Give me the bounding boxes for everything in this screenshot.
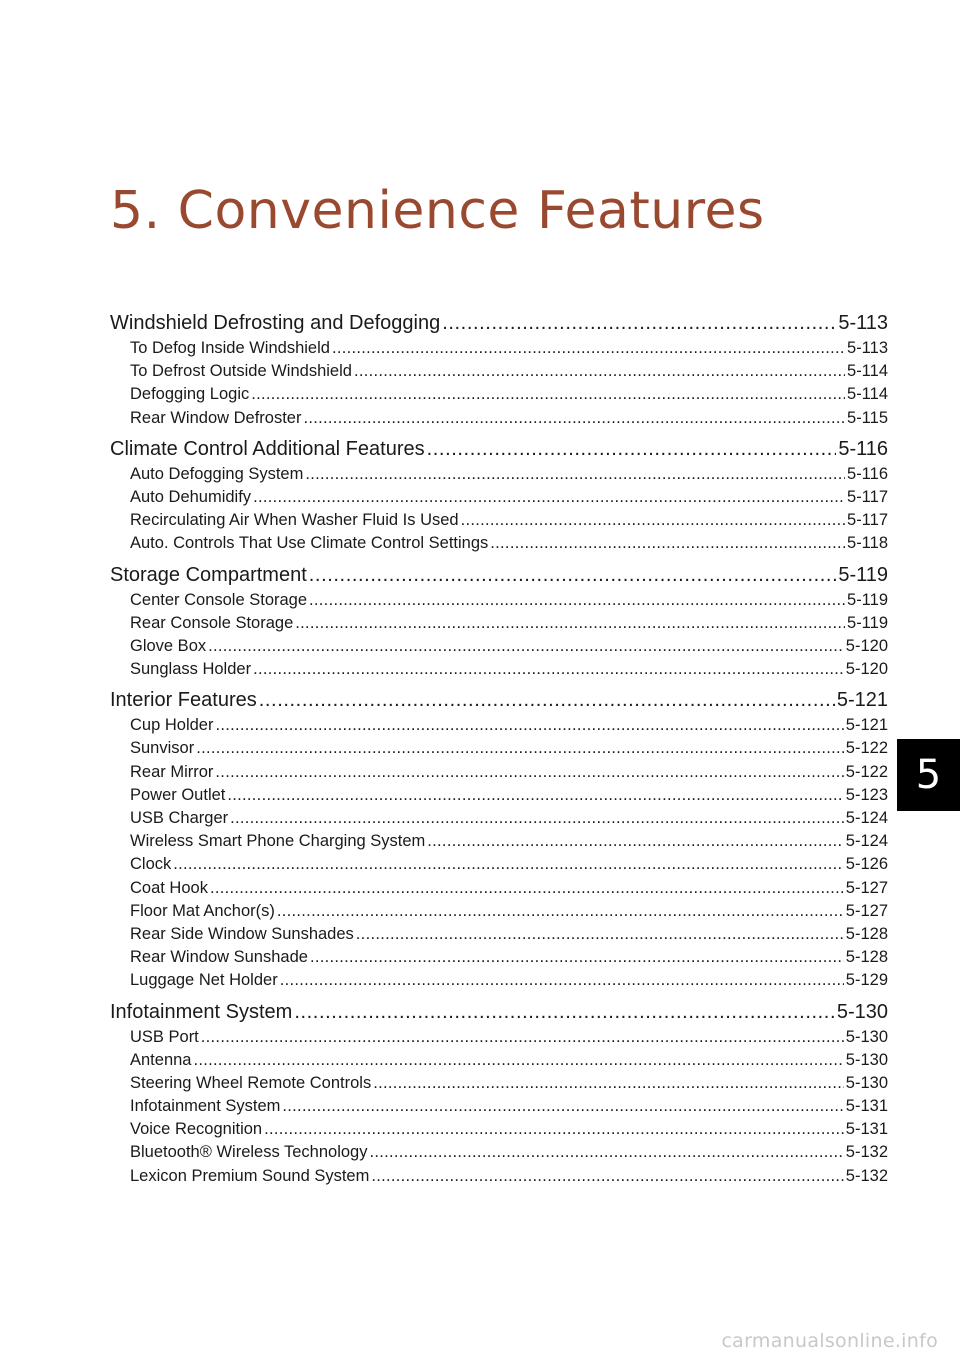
toc-entry-page: 5-128 xyxy=(845,924,888,943)
toc-entry-label: Coat Hook xyxy=(130,878,208,897)
watermark-text: carmanualsonline.info xyxy=(721,1330,938,1352)
dot-leader xyxy=(356,923,844,946)
toc-entry-page: 5-123 xyxy=(845,785,888,804)
toc-entry-label: Steering Wheel Remote Controls xyxy=(130,1073,372,1092)
toc-entry-page: 5-117 xyxy=(847,511,888,530)
dot-leader xyxy=(208,635,844,658)
toc-entry-page: 5-119 xyxy=(838,563,888,586)
toc-entry-page: 5-124 xyxy=(845,832,888,851)
dot-leader xyxy=(282,1095,843,1118)
toc-entry-page: 5-130 xyxy=(836,1000,888,1023)
toc-entry-label: Center Console Storage xyxy=(130,590,308,609)
toc-section xyxy=(110,562,888,682)
toc-entry-page: 5-131 xyxy=(845,1120,888,1139)
toc-subsection-entry[interactable] xyxy=(110,784,888,807)
toc-subsection-entry[interactable] xyxy=(110,1049,888,1072)
toc-section-entry[interactable] xyxy=(110,310,888,337)
toc-subsection-entry[interactable] xyxy=(110,612,888,635)
toc-entry-page: 5-127 xyxy=(845,901,888,920)
toc-entry-label: Rear Side Window Sunshades xyxy=(130,924,354,943)
toc-entry-label: To Defrost Outside Windshield xyxy=(130,362,352,381)
dot-leader xyxy=(227,784,843,807)
dot-leader xyxy=(215,714,843,737)
toc-entry-label: Interior Features xyxy=(110,689,257,712)
dot-leader xyxy=(253,486,845,509)
toc-entry-page: 5-130 xyxy=(845,1073,888,1092)
toc-entry-label: Bluetooth® Wireless Technology xyxy=(130,1143,368,1162)
toc-subsection-entry[interactable] xyxy=(110,946,888,969)
toc-entry-label: To Defog Inside Windshield xyxy=(130,339,330,357)
toc-subsection-entry[interactable] xyxy=(110,969,888,992)
toc-entry-page: 5-118 xyxy=(847,534,888,553)
toc-entry-page: 5-113 xyxy=(838,312,888,334)
toc-subsection-entry[interactable] xyxy=(110,337,888,360)
toc-entry-page: 5-130 xyxy=(845,1027,888,1046)
toc-entry-label: Auto Dehumidify xyxy=(130,487,252,506)
toc-entry-page: 5-129 xyxy=(845,971,888,990)
toc-subsection-entry[interactable] xyxy=(110,1026,888,1049)
toc-entry-label: Rear Console Storage xyxy=(130,613,294,632)
toc-subsection-entry[interactable] xyxy=(110,509,888,532)
toc-entry-label: Antenna xyxy=(130,1050,192,1069)
toc-subsection-entry[interactable] xyxy=(110,853,888,876)
dot-leader xyxy=(210,877,844,900)
dot-leader xyxy=(427,830,844,853)
toc-entry-page: 5-124 xyxy=(845,809,888,827)
toc-subsection-entry[interactable] xyxy=(110,737,888,760)
toc-subsection-entry[interactable] xyxy=(110,761,888,784)
toc-entry-page: 5-120 xyxy=(845,660,888,679)
toc-entry-page: 5-132 xyxy=(845,1143,888,1162)
toc-entry-page: 5-117 xyxy=(847,487,888,506)
toc-subsection-entry[interactable] xyxy=(110,877,888,900)
toc-subsection-entry[interactable] xyxy=(110,463,888,486)
toc-entry-page: 5-113 xyxy=(847,339,888,357)
toc-section-entry[interactable] xyxy=(110,687,888,714)
toc-entry-page: 5-130 xyxy=(845,1050,888,1069)
toc-entry-label: Rear Window Defroster xyxy=(130,408,302,427)
toc-entry-page: 5-114 xyxy=(847,385,888,404)
toc-entry-label: Recirculating Air When Washer Fluid Is Used xyxy=(130,511,459,530)
toc-subsection-entry[interactable] xyxy=(110,1165,888,1188)
dot-leader xyxy=(442,310,836,337)
toc-entry-label: Rear Window Sunshade xyxy=(130,948,308,967)
toc-subsection-entry[interactable] xyxy=(110,532,888,555)
table-of-contents xyxy=(110,310,888,1188)
dot-leader xyxy=(280,969,844,992)
toc-entry-page: 5-127 xyxy=(845,878,888,897)
toc-entry-label: Lexicon Premium Sound System xyxy=(130,1166,370,1185)
toc-entry-page: 5-115 xyxy=(847,408,888,427)
toc-entry-label: Luggage Net Holder xyxy=(130,971,278,990)
toc-entry-label: Power Outlet xyxy=(130,785,226,804)
toc-subsection-entry[interactable] xyxy=(110,486,888,509)
toc-subsection-entry[interactable] xyxy=(110,1141,888,1164)
toc-subsection-entry[interactable] xyxy=(110,635,888,658)
toc-entry-page: 5-121 xyxy=(845,716,888,735)
dot-leader xyxy=(196,737,844,760)
dot-leader xyxy=(264,1118,844,1141)
dot-leader xyxy=(310,946,844,969)
toc-entry-page: 5-126 xyxy=(845,855,888,874)
toc-subsection-entry[interactable] xyxy=(110,1072,888,1095)
toc-entry-label: Voice Recognition xyxy=(130,1120,263,1139)
toc-subsection-entry[interactable] xyxy=(110,383,888,406)
toc-entry-page: 5-122 xyxy=(845,739,888,758)
toc-entry-page: 5-121 xyxy=(836,689,888,712)
toc-entry-page: 5-119 xyxy=(847,613,888,632)
toc-subsection-entry[interactable] xyxy=(110,407,888,430)
toc-entry-page: 5-114 xyxy=(847,362,888,381)
dot-leader xyxy=(369,1141,843,1164)
dot-leader xyxy=(253,658,844,681)
toc-section-entry[interactable] xyxy=(110,562,888,589)
dot-leader xyxy=(193,1049,843,1072)
toc-entry-label: USB Charger xyxy=(130,809,229,827)
toc-entry-label: Sunglass Holder xyxy=(130,660,252,679)
toc-section-entry[interactable] xyxy=(110,436,888,463)
toc-section-entry[interactable] xyxy=(110,999,888,1026)
dot-leader xyxy=(427,436,837,463)
dot-leader xyxy=(259,687,835,714)
toc-entry-label: USB Port xyxy=(130,1027,199,1046)
toc-entry-label: Rear Mirror xyxy=(130,762,214,781)
chapter-tab[interactable]: 5 xyxy=(897,739,960,811)
toc-subsection-entry[interactable] xyxy=(110,589,888,612)
toc-entry-label: Defogging Logic xyxy=(130,385,250,404)
toc-subsection-entry[interactable] xyxy=(110,807,888,830)
dot-leader xyxy=(173,853,844,876)
dot-leader xyxy=(201,1026,844,1049)
toc-subsection-entry[interactable] xyxy=(110,1095,888,1118)
toc-entry-label: Windshield Defrosting and Defogging xyxy=(110,312,441,334)
dot-leader xyxy=(294,999,835,1026)
dot-leader xyxy=(295,612,845,635)
toc-entry-page: 5-116 xyxy=(847,464,888,483)
dot-leader xyxy=(371,1165,843,1188)
toc-entry-page: 5-132 xyxy=(845,1166,888,1185)
toc-entry-page: 5-128 xyxy=(845,948,888,967)
toc-subsection-entry[interactable] xyxy=(110,360,888,383)
toc-subsection-entry[interactable] xyxy=(110,830,888,853)
toc-entry-page: 5-131 xyxy=(845,1097,888,1116)
toc-section xyxy=(110,999,888,1188)
dot-leader xyxy=(305,463,845,486)
toc-entry-page: 5-116 xyxy=(838,437,888,460)
toc-subsection-entry[interactable] xyxy=(110,923,888,946)
toc-entry-label: Auto Defogging System xyxy=(130,464,304,483)
dot-leader xyxy=(277,900,844,923)
toc-entry-page: 5-120 xyxy=(845,636,888,655)
dot-leader xyxy=(230,807,844,830)
dot-leader xyxy=(251,383,845,406)
dot-leader xyxy=(215,761,843,784)
toc-subsection-entry[interactable] xyxy=(110,714,888,737)
toc-entry-label: Wireless Smart Phone Charging System xyxy=(130,832,426,851)
toc-entry-label: Sunvisor xyxy=(130,739,195,758)
toc-section xyxy=(110,687,888,992)
toc-entry-page: 5-119 xyxy=(847,590,888,609)
toc-entry-label: Clock xyxy=(130,855,172,874)
toc-subsection-entry[interactable] xyxy=(110,900,888,923)
toc-entry-label: Climate Control Additional Features xyxy=(110,437,425,460)
toc-section xyxy=(110,310,888,430)
toc-entry-label: Floor Mat Anchor(s) xyxy=(130,901,275,920)
dot-leader xyxy=(373,1072,844,1095)
toc-entry-label: Infotainment System xyxy=(110,1000,293,1023)
toc-subsection-entry[interactable] xyxy=(110,1118,888,1141)
dot-leader xyxy=(309,562,837,589)
toc-entry-label: Glove Box xyxy=(130,636,207,655)
toc-entry-label: Infotainment System xyxy=(130,1097,281,1116)
dot-leader xyxy=(490,532,845,555)
toc-entry-page: 5-122 xyxy=(845,762,888,781)
toc-section xyxy=(110,436,888,556)
dot-leader xyxy=(461,509,845,532)
toc-subsection-entry[interactable] xyxy=(110,658,888,681)
dot-leader xyxy=(332,337,845,360)
dot-leader xyxy=(309,589,845,612)
dot-leader xyxy=(303,407,845,430)
chapter-title: 5. Convenience Features xyxy=(110,181,765,241)
dot-leader xyxy=(354,360,845,383)
toc-entry-label: Auto. Controls That Use Climate Control Settings xyxy=(130,534,489,553)
toc-entry-label: Cup Holder xyxy=(130,716,214,735)
toc-entry-label: Storage Compartment xyxy=(110,563,307,586)
